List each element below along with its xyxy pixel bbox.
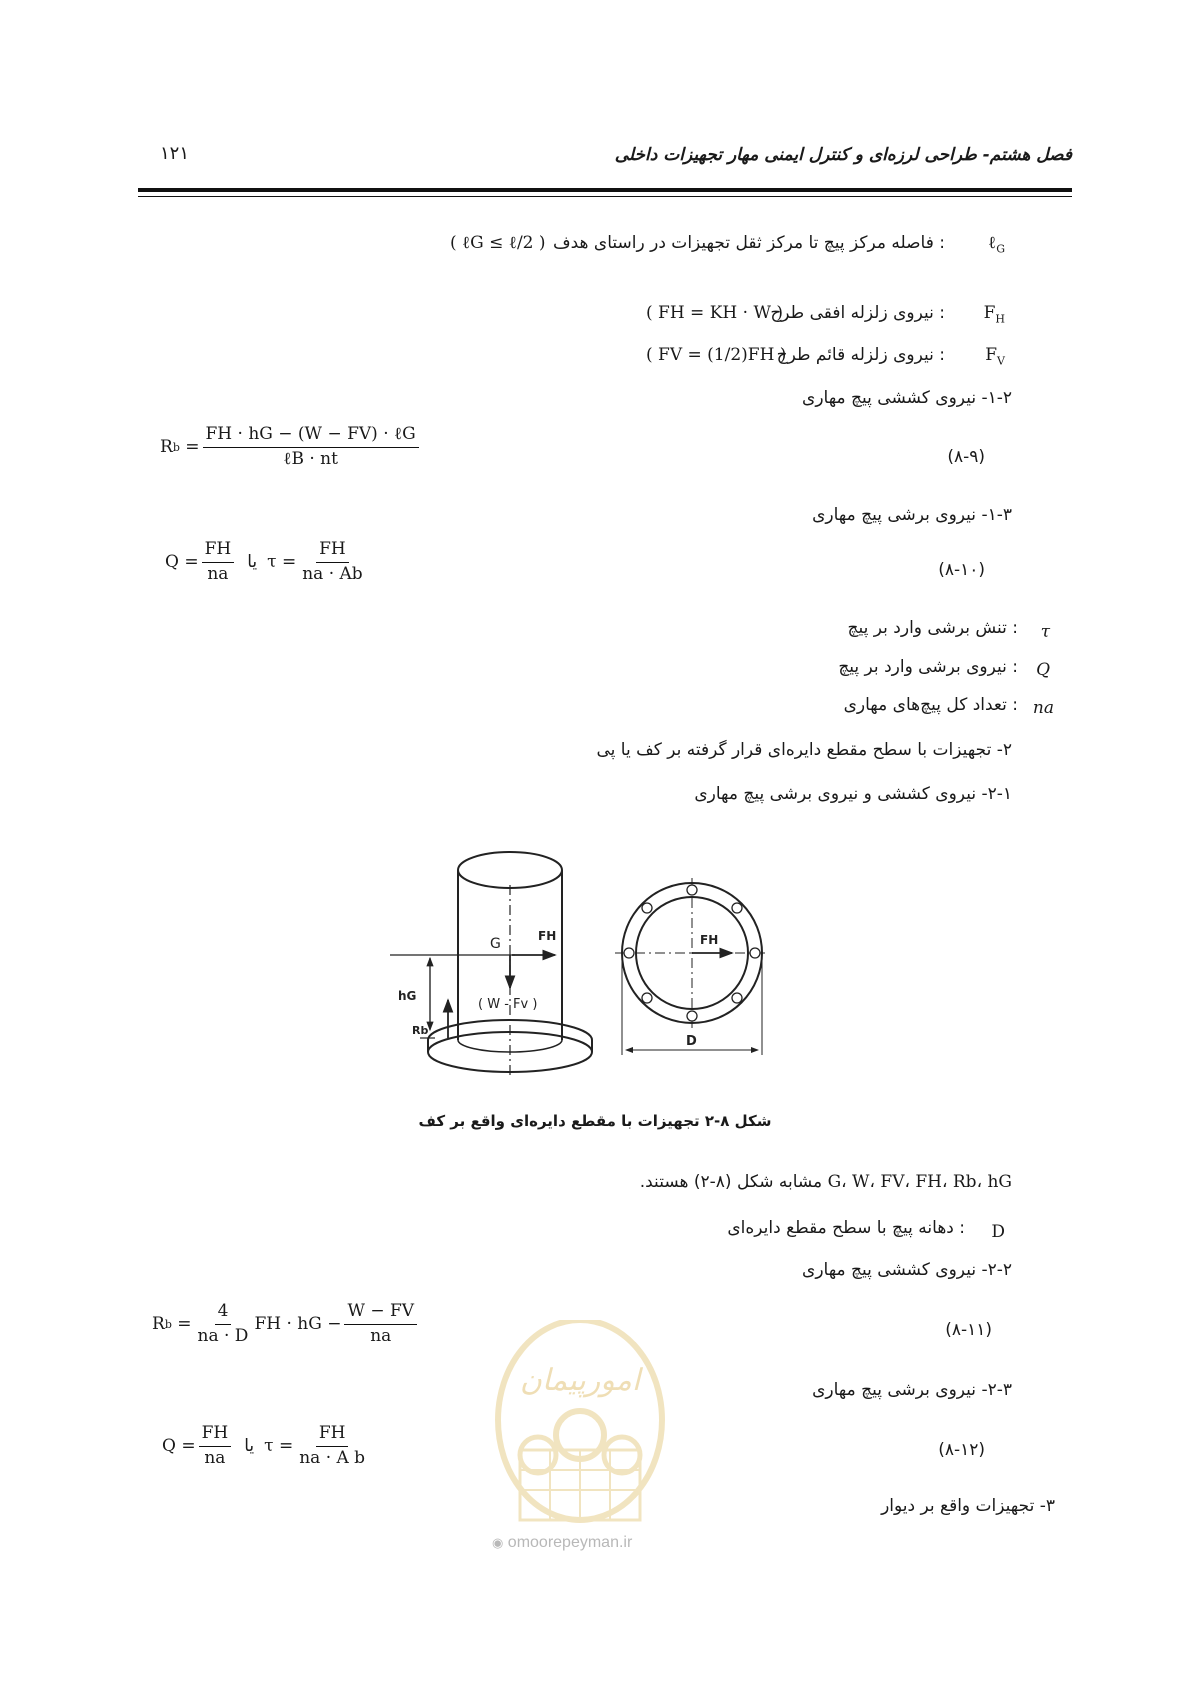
fv-symbol: $F_V$: [985, 345, 1005, 368]
fig-label-hg: hG: [398, 989, 417, 1003]
section-heading-1-2: ۱-۲- نیروی کششی پیچ مهاری: [802, 388, 1012, 408]
figure-caption: شکل ۸-۲ تجهیزات با مقطع دایره‌ای واقع بر کف: [418, 1112, 772, 1130]
tau-symbol: τ: [1040, 622, 1050, 642]
q-definition: : نیروی برشی وارد بر پیچ: [838, 657, 1018, 677]
watermark-logo-text: امورپیمان: [519, 1363, 641, 1398]
tau-definition: : تنش برشی وارد بر پیچ: [847, 618, 1018, 638]
note-symbols: G، W، FV، FH، Rb، hG: [827, 1172, 1012, 1192]
chapter-title: فصل هشتم- طراحی لرزه‌ای و کنترل ایمنی مهار تجهیزات داخلی: [614, 145, 1072, 165]
section-heading-2-3: ۲-۳- نیروی برشی پیچ مهاری: [812, 1380, 1012, 1400]
page-number: ۱۲۱: [160, 143, 190, 164]
d-symbol: D: [991, 1222, 1005, 1242]
note-text: مشابه شکل (۸-۲) هستند.: [639, 1172, 823, 1192]
lg-condition: ( ℓG ≤ ℓ/2 ): [450, 233, 546, 253]
equation-number-8-9: (۸-۹): [947, 447, 985, 467]
section-heading-2-2: ۲-۲- نیروی کششی پیچ مهاری: [802, 1260, 1012, 1280]
fh-formula: ( FH = KH · W ): [646, 303, 783, 323]
fh-symbol: $F_H$: [983, 303, 1005, 326]
note-line: [640, 1172, 1012, 1192]
na-definition: : تعداد کل پیچ‌های مهاری: [843, 695, 1018, 715]
figure-tank-drawing: [390, 840, 790, 1080]
equation-number-8-10: (۸-۱۰): [938, 560, 985, 580]
fv-formula: ( FV = (1/2)FH ): [646, 345, 787, 365]
section-heading-2: ۲- تجهیزات با سطح مقطع دایره‌ای قرار گرفته بر کف یا پی: [596, 740, 1012, 760]
equation-8-12: Q = $\frac{FH}{na}$ یا τ = $\frac{FH}{\text{na · A b}}$: [162, 1423, 366, 1468]
section-heading-1-3: ۱-۳- نیروی برشی پیچ مهاری: [812, 505, 1012, 525]
lg-symbol: ℓ$_G$: [988, 233, 1005, 256]
section-heading-3: ۳- تجهیزات واقع بر دیوار: [881, 1496, 1055, 1516]
lg-definition: : فاصله مرکز پیچ تا مرکز ثقل تجهیزات در راستای هدف: [553, 233, 945, 253]
equation-8-9: R b = $\frac{\text{FH · hG − (W − FV) · ℓG}}{\text{ℓB · nt}}$: [160, 425, 422, 469]
equation-8-10: Q = $\frac{FH}{na}$ یا τ = $\frac{FH}{na \cdot Ab}$: [165, 539, 363, 584]
equation-8-11: R b = $\frac{4}{na \cdot D}$ FH · hG − $\frac{W - FV}{na}$: [152, 1302, 420, 1346]
fig-label-d: D: [686, 1034, 697, 1049]
watermark-url: ◉ omoorepeyman.ir: [492, 1534, 633, 1551]
watermark-logo: [490, 1320, 670, 1540]
fig-label-rb: Rb: [412, 1024, 429, 1037]
equation-number-8-11: (۸-۱۱): [945, 1320, 992, 1340]
fig-label-fh: FH: [538, 929, 557, 943]
d-definition: : دهانه پیچ با سطح مقطع دایره‌ای: [727, 1218, 965, 1238]
fig-label-fh-plan: FH: [700, 933, 719, 947]
header-rule: [138, 188, 1072, 192]
equation-number-8-12: (۸-۱۲): [938, 1440, 985, 1460]
fh-definition: : نیروی زلزله افقی طرح: [770, 303, 945, 323]
header-rule-thin: [138, 196, 1072, 197]
fv-definition: : نیروی زلزله قائم طرح: [776, 345, 945, 365]
fig-label-wfv: ( W - Fv ): [478, 997, 538, 1012]
section-heading-2-1: ۲-۱- نیروی کششی و نیروی برشی پیچ مهاری: [694, 784, 1012, 804]
q-symbol: Q: [1036, 660, 1050, 680]
fig-label-g: G: [490, 936, 501, 952]
watermark-globe-icon: ◉: [492, 1535, 504, 1550]
na-symbol: na: [1032, 698, 1054, 718]
